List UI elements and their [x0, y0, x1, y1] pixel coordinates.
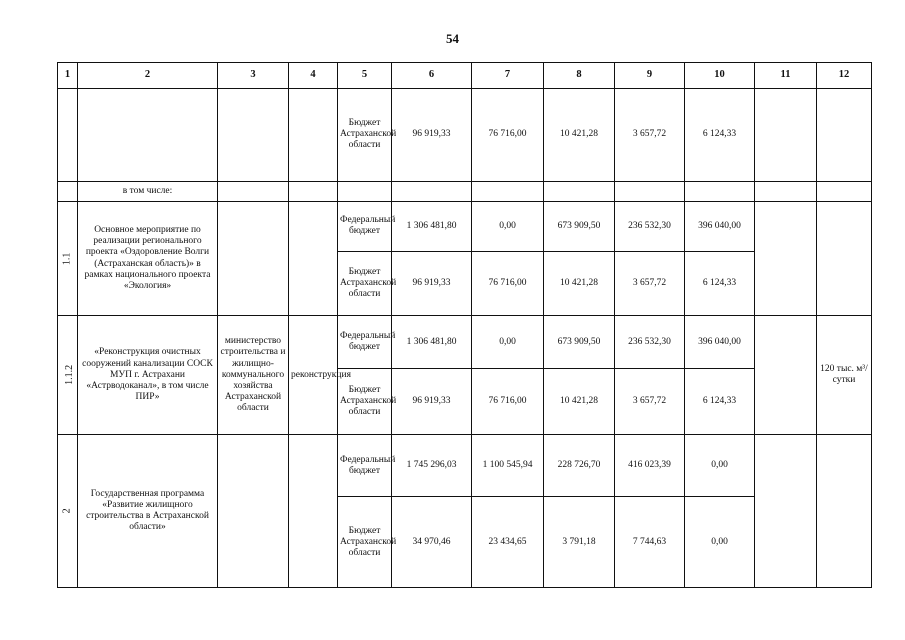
- amount-cell: 76 716,00: [472, 368, 544, 434]
- amount-cell: 96 919,33: [392, 89, 472, 182]
- amount-cell: 3 657,72: [615, 89, 685, 182]
- amount-cell: 34 970,46: [392, 497, 472, 588]
- amount-cell: 96 919,33: [392, 252, 472, 316]
- amount-cell: 236 532,30: [615, 201, 685, 251]
- item-code: 1.1.2: [64, 365, 76, 386]
- amount-cell: 228 726,70: [544, 435, 615, 497]
- table-row: [58, 89, 872, 182]
- item-code: 1.1: [61, 252, 73, 265]
- column-number: 10: [685, 63, 755, 89]
- column-number: 6: [392, 63, 472, 89]
- amount-cell: 10 421,28: [544, 252, 615, 316]
- column-number-row: [58, 63, 872, 89]
- item-code-cell: [58, 201, 78, 316]
- amount-cell: 0,00: [685, 435, 755, 497]
- funding-source: Бюджет Астраханской области: [338, 497, 392, 588]
- amount-cell: 673 909,50: [544, 201, 615, 251]
- table-row: [58, 435, 872, 497]
- item-result: 120 тыс. м³/сутки: [817, 316, 872, 435]
- amount-cell: 236 532,30: [615, 316, 685, 368]
- amount-cell: 1 100 545,94: [472, 435, 544, 497]
- item-work-type: [289, 201, 338, 316]
- table-row: [58, 181, 872, 201]
- in-total-label: в том числе:: [78, 181, 218, 201]
- item-name: «Реконструкция очистных сооружений канализации СОСК МУП г. Астрахани «Астрводоканал», в том числе ПИР»: [78, 316, 218, 435]
- amount-cell: 0,00: [685, 497, 755, 588]
- column-number: 11: [755, 63, 817, 89]
- funding-source: Бюджет Астраханской области: [338, 368, 392, 434]
- funding-source: Федеральный бюджет: [338, 201, 392, 251]
- amount-cell: 1 306 481,80: [392, 201, 472, 251]
- amount-cell: 1 745 296,03: [392, 435, 472, 497]
- column-number: 12: [817, 63, 872, 89]
- funding-source: Бюджет Астраханской области: [338, 89, 392, 182]
- column-number: 9: [615, 63, 685, 89]
- column-number: 4: [289, 63, 338, 89]
- funding-source: Федеральный бюджет: [338, 435, 392, 497]
- amount-cell: 96 919,33: [392, 368, 472, 434]
- table-row: [58, 316, 872, 368]
- amount-cell: 6 124,33: [685, 368, 755, 434]
- amount-cell: 3 657,72: [615, 368, 685, 434]
- column-number: 3: [218, 63, 289, 89]
- item-name: Основное мероприятие по реализации регионального проекта «Оздоровление Волги (Астраханская область)» в рамках национального проекта «Экология»: [78, 201, 218, 316]
- column-number: 8: [544, 63, 615, 89]
- table-row: [58, 201, 872, 251]
- amount-cell: 1 306 481,80: [392, 316, 472, 368]
- amount-cell: 23 434,65: [472, 497, 544, 588]
- amount-cell: 10 421,28: [544, 368, 615, 434]
- item-work-type: [289, 435, 338, 588]
- page-number: 54: [446, 31, 459, 46]
- column-number: 1: [58, 63, 78, 89]
- amount-cell: 6 124,33: [685, 89, 755, 182]
- item-work-type: реконструкция: [289, 316, 338, 435]
- amount-cell: 3 791,18: [544, 497, 615, 588]
- item-executor: министерство строительства и жилищно-коммунального хозяйства Астраханской области: [218, 316, 289, 435]
- amount-cell: 10 421,28: [544, 89, 615, 182]
- item-result: [817, 435, 872, 588]
- budget-table: [57, 62, 872, 588]
- amount-cell: 0,00: [472, 201, 544, 251]
- column-number: 7: [472, 63, 544, 89]
- amount-cell: 6 124,33: [685, 252, 755, 316]
- amount-cell: 76 716,00: [472, 252, 544, 316]
- amount-cell: 396 040,00: [685, 316, 755, 368]
- amount-cell: 3 657,72: [615, 252, 685, 316]
- amount-cell: 396 040,00: [685, 201, 755, 251]
- column-number: 2: [78, 63, 218, 89]
- item-result: [817, 201, 872, 316]
- column-number: 5: [338, 63, 392, 89]
- funding-source: Федеральный бюджет: [338, 316, 392, 368]
- funding-source: Бюджет Астраханской области: [338, 252, 392, 316]
- item-code: 2: [61, 508, 73, 514]
- amount-cell: 0,00: [472, 316, 544, 368]
- amount-cell: 76 716,00: [472, 89, 544, 182]
- item-executor: [218, 435, 289, 588]
- item-code-cell: [58, 435, 78, 588]
- item-code-cell: [58, 316, 78, 435]
- amount-cell: 416 023,39: [615, 435, 685, 497]
- amount-cell: 673 909,50: [544, 316, 615, 368]
- amount-cell: 7 744,63: [615, 497, 685, 588]
- item-executor: [218, 201, 289, 316]
- item-name: Государственная программа «Развитие жилищного строительства в Астраханской области»: [78, 435, 218, 588]
